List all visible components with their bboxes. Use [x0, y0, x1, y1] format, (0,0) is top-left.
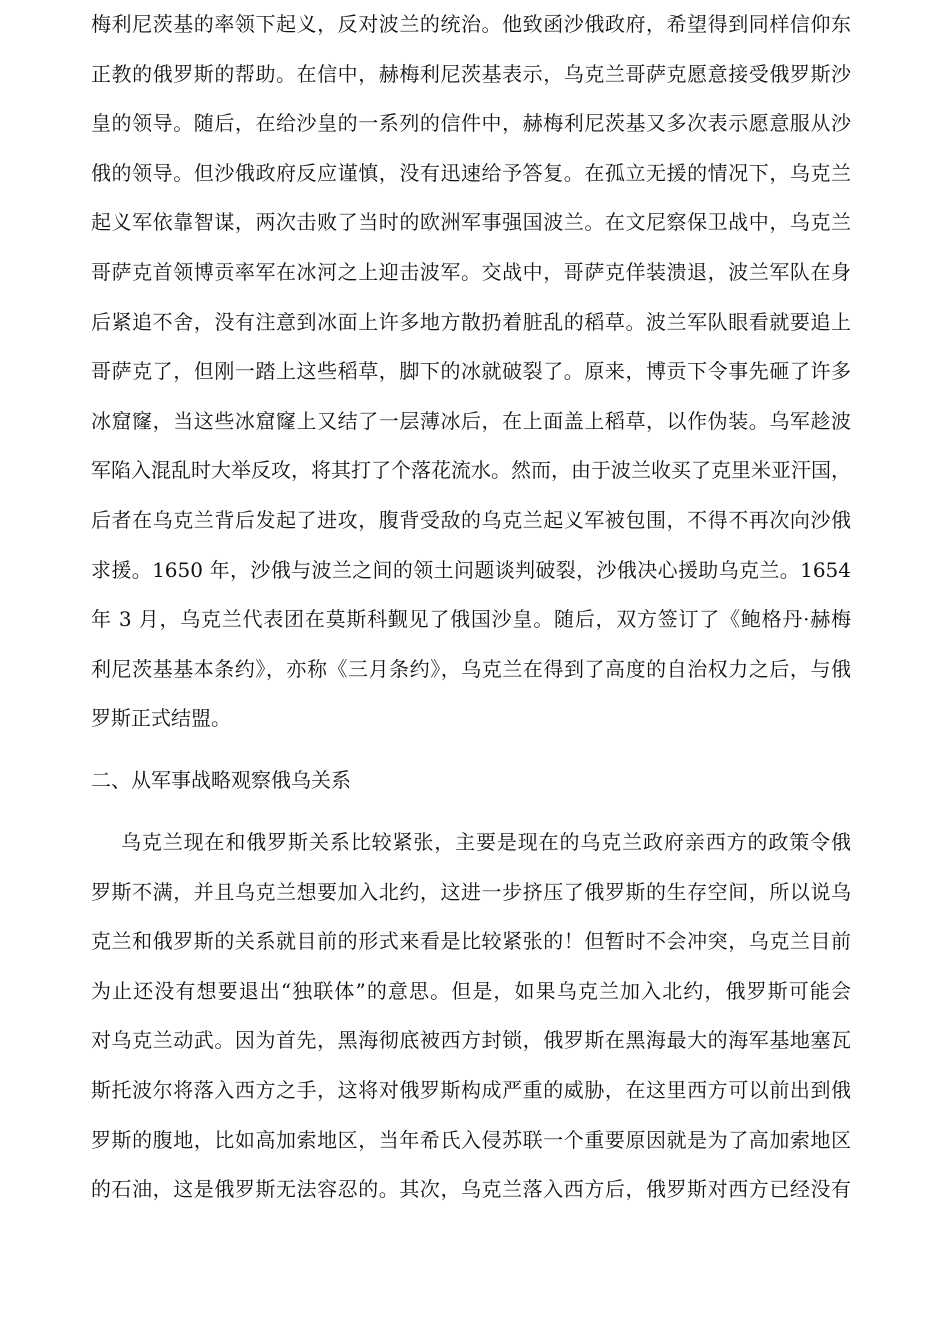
- text-line: 俄的领导。但沙俄政府反应谨慎，没有迅速给予答复。在孤立无援的情况下，乌克兰: [91, 160, 851, 185]
- text-line: 罗斯的腹地，比如高加索地区，当年希氏入侵苏联一个重要原因就是为了高加索地区: [91, 1127, 851, 1152]
- text-line: 哥萨克了，但刚一踏上这些稻草，脚下的冰就破裂了。原来，博贡下令事先砸了许多: [91, 359, 851, 384]
- text-line: 罗斯不满，并且乌克兰想要加入北约，这进一步挤压了俄罗斯的生存空间，所以说乌: [91, 879, 851, 904]
- text-line: 求援。1650 年，沙俄与波兰之间的领土问题谈判破裂，沙俄决心援助乌克兰。1654: [91, 557, 851, 582]
- text-line: 对乌克兰动武。因为首先，黑海彻底被西方封锁，俄罗斯在黑海最大的海军基地塞瓦: [91, 1028, 851, 1053]
- text-line: 梅利尼茨基的率领下起义，反对波兰的统治。他致函沙俄政府，希望得到同样信仰东: [91, 12, 851, 36]
- text-line: 克兰和俄罗斯的关系就目前的形式来看是比较紧张的！但暂时不会冲突，乌克兰目前: [91, 929, 851, 954]
- text-line: 乌克兰现在和俄罗斯关系比较紧张，主要是现在的乌克兰政府亲西方的政策令俄: [121, 830, 851, 854]
- text-line: 军陷入混乱时大举反攻，将其打了个落花流水。然而，由于波兰收买了克里米亚汗国，: [91, 458, 851, 483]
- text-line: 为止还没有想要退出“独联体”的意思。但是，如果乌克兰加入北约，俄罗斯可能会: [91, 978, 851, 1003]
- paragraph-history: [91, 0, 851, 744]
- text-line: 冰窟窿，当这些冰窟窿上又结了一层薄冰后，在上面盖上稻草，以作伪装。乌军趁波: [91, 408, 851, 433]
- paragraph-military-strategy: [91, 818, 851, 1215]
- text-line: 年 3 月，乌克兰代表团在莫斯科觐见了俄国沙皇。随后，双方签订了《鲍格丹·赫梅: [91, 607, 851, 632]
- text-line: 罗斯正式结盟。: [91, 706, 231, 731]
- text-line: 起义军依靠智谋，两次击败了当时的欧洲军事强国波兰。在文尼察保卫战中，乌克兰: [91, 210, 851, 235]
- text-line: 哥萨克首领博贡率军在冰河之上迎击波军。交战中，哥萨克佯装溃退，波兰军队在身: [91, 259, 851, 284]
- text-line: 利尼茨基基本条约》，亦称《三月条约》，乌克兰在得到了高度的自治权力之后，与俄: [91, 656, 851, 681]
- text-line: 后紧追不舍，没有注意到冰面上许多地方散扔着脏乱的稻草。波兰军队眼看就要追上: [91, 309, 851, 334]
- section-heading: 二、从军事战略观察俄乌关系: [91, 768, 351, 792]
- text-line: 的石油，这是俄罗斯无法容忍的。其次，乌克兰落入西方后，俄罗斯对西方已经没有: [91, 1177, 851, 1202]
- text-line: 正教的俄罗斯的帮助。在信中，赫梅利尼茨基表示，乌克兰哥萨克愿意接受俄罗斯沙: [91, 61, 851, 86]
- text-line: 后者在乌克兰背后发起了进攻，腹背受敌的乌克兰起义军被包围，不得不再次向沙俄: [91, 507, 851, 532]
- text-line: 斯托波尔将落入西方之手，这将对俄罗斯构成严重的威胁，在这里西方可以前出到俄: [91, 1077, 851, 1102]
- text-line: 皇的领导。随后，在给沙皇的一系列的信件中，赫梅利尼茨基又多次表示愿意服从沙: [91, 111, 851, 136]
